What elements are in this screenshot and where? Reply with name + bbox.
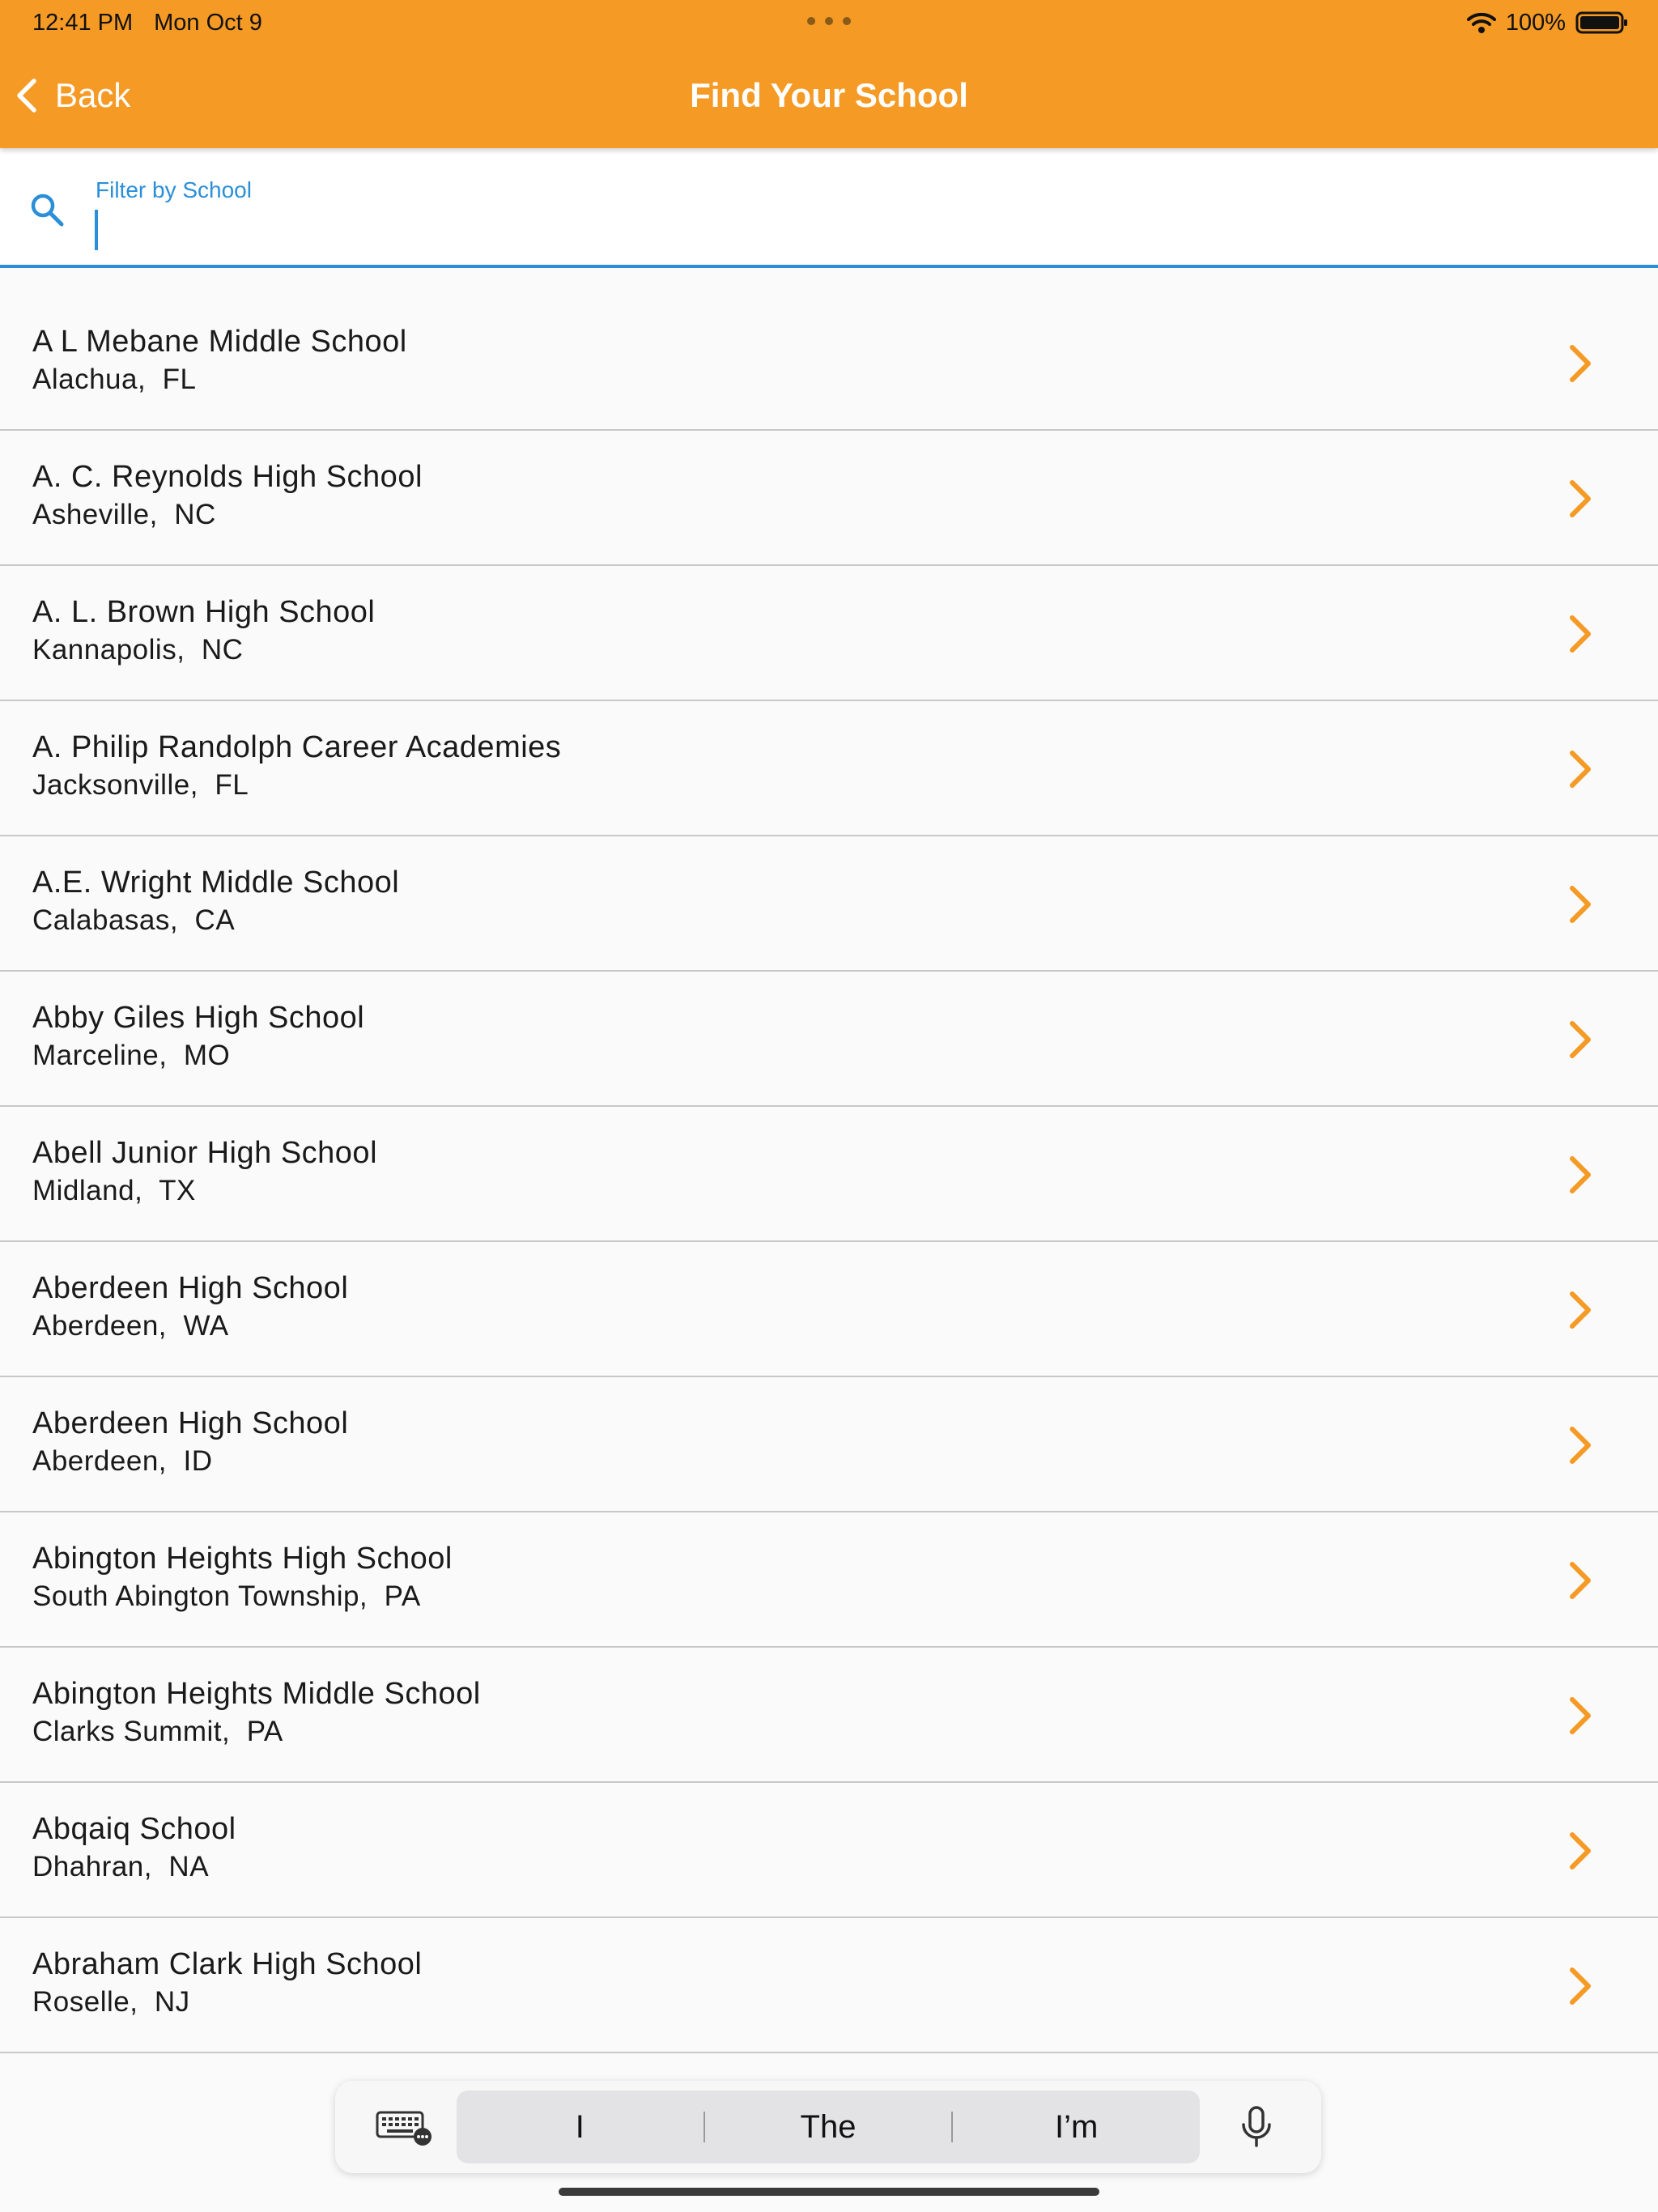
school-location: Calabasas, CA	[32, 904, 236, 936]
school-name: A. Philip Randolph Career Academies	[32, 730, 562, 764]
school-list-item[interactable]	[0, 1648, 1658, 1783]
school-list-item[interactable]	[0, 1783, 1658, 1918]
school-list-item[interactable]	[0, 836, 1658, 972]
school-location: Aberdeen, ID	[32, 1445, 213, 1477]
school-location: Jacksonville, FL	[32, 769, 249, 801]
school-location: Dhahran, NA	[32, 1851, 210, 1882]
chevron-right-icon	[1561, 1423, 1600, 1468]
school-location: Midland, TX	[32, 1175, 196, 1206]
microphone-icon[interactable]	[1239, 2105, 1274, 2149]
school-list-item[interactable]	[0, 1918, 1658, 2053]
chevron-right-icon	[1561, 1693, 1600, 1738]
school-list-item[interactable]	[0, 1377, 1658, 1512]
school-list-item[interactable]	[0, 701, 1658, 836]
suggestion-2[interactable]: The	[800, 2109, 857, 2145]
search-bar	[0, 148, 1658, 268]
school-name: Abraham Clark High School	[32, 1947, 423, 1981]
school-list-item[interactable]	[0, 972, 1658, 1107]
chevron-right-icon	[1561, 1963, 1600, 2009]
school-name: A L Mebane Middle School	[32, 325, 407, 359]
school-name: Abington Heights High School	[32, 1542, 453, 1576]
school-list-item[interactable]	[0, 1107, 1658, 1242]
search-input[interactable]	[96, 206, 1618, 252]
school-name: Aberdeen High School	[32, 1271, 349, 1305]
chevron-right-icon	[1561, 747, 1600, 792]
school-name: A.E. Wright Middle School	[32, 866, 400, 900]
chevron-right-icon	[1561, 1558, 1600, 1603]
school-location: Aberdeen, WA	[32, 1310, 229, 1342]
predictive-suggestions	[457, 2091, 1200, 2163]
school-name: Aberdeen High School	[32, 1406, 349, 1440]
status-indicators	[1467, 6, 1629, 39]
status-date: Mon Oct 9	[154, 10, 262, 36]
battery-percentage: 100%	[1505, 10, 1566, 36]
chevron-right-icon	[1561, 1828, 1600, 1874]
school-location: Clarks Summit, PA	[32, 1716, 283, 1747]
school-location: Kannapolis, NC	[32, 634, 244, 666]
chevron-right-icon	[1561, 1287, 1600, 1333]
keyboard-suggestion-bar	[335, 2081, 1321, 2173]
school-name: A. L. Brown High School	[32, 595, 376, 629]
multitasking-dots-icon[interactable]	[806, 16, 852, 26]
school-location: Roselle, NJ	[32, 1986, 190, 2018]
chevron-right-icon	[1561, 882, 1600, 927]
header	[0, 0, 1658, 148]
chevron-right-icon	[1561, 476, 1600, 521]
school-list-item[interactable]	[0, 1512, 1658, 1648]
suggestion-1[interactable]: I	[575, 2109, 585, 2145]
school-name: Abington Heights Middle School	[32, 1677, 481, 1711]
school-name: A. C. Reynolds High School	[32, 460, 423, 494]
school-name: Abby Giles High School	[32, 1001, 365, 1035]
school-list-item[interactable]	[0, 431, 1658, 566]
school-list-item[interactable]	[0, 566, 1658, 701]
school-location: South Abington Township, PA	[32, 1580, 421, 1612]
battery-icon	[1575, 11, 1629, 35]
back-button[interactable]	[13, 70, 130, 121]
text-caret	[95, 210, 98, 250]
status-clock	[32, 6, 283, 39]
chevron-right-icon	[1561, 611, 1600, 657]
chevron-left-icon	[13, 76, 40, 115]
back-label: Back	[55, 76, 131, 114]
school-list	[0, 296, 1658, 2053]
home-indicator[interactable]	[559, 2188, 1099, 2196]
chevron-right-icon	[1561, 1152, 1600, 1197]
search-field-label: Filter by School	[96, 177, 252, 202]
school-location: Alachua, FL	[32, 364, 197, 395]
school-list-item[interactable]	[0, 296, 1658, 431]
chevron-right-icon	[1561, 341, 1600, 386]
school-name: Abqaiq School	[32, 1812, 236, 1846]
status-time: 12:41 PM	[32, 10, 134, 36]
school-list-item[interactable]	[0, 1242, 1658, 1377]
keyboard-icon[interactable]	[376, 2109, 434, 2146]
wifi-icon	[1467, 11, 1496, 34]
search-icon	[28, 190, 66, 229]
suggestion-3[interactable]: I’m	[1055, 2109, 1099, 2145]
page-title: Find Your School	[690, 76, 968, 114]
school-name: Abell Junior High School	[32, 1136, 378, 1170]
school-location: Marceline, MO	[32, 1040, 231, 1071]
school-location: Asheville, NC	[32, 499, 216, 530]
chevron-right-icon	[1561, 1017, 1600, 1062]
